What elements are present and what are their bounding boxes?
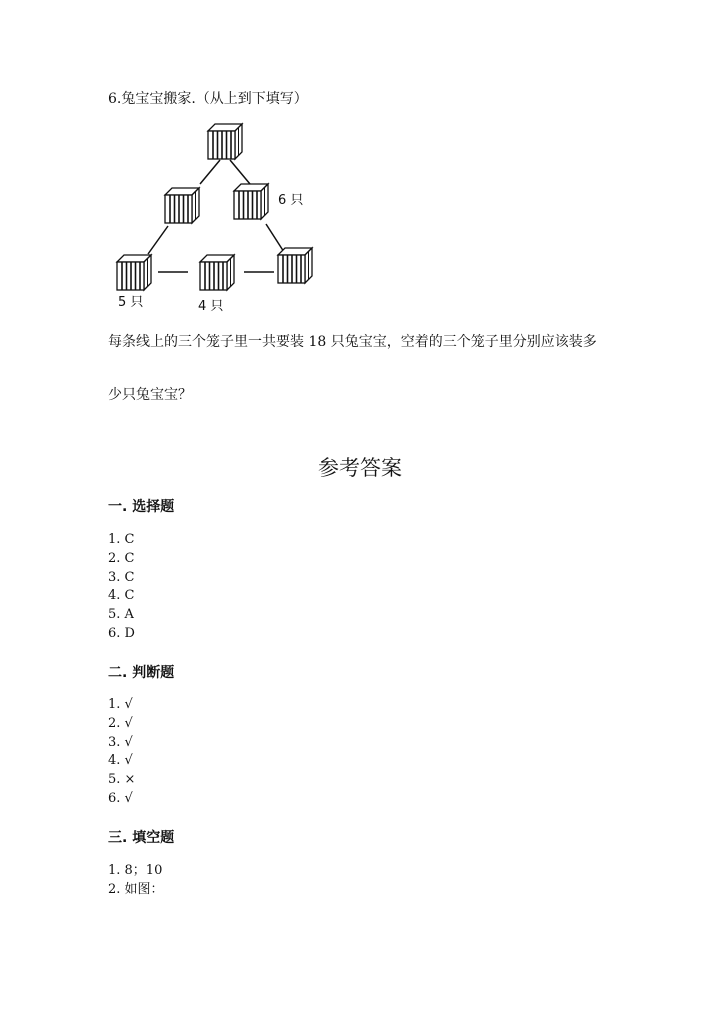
list-item: 3. C bbox=[108, 569, 135, 585]
list-item: 6. √ bbox=[108, 790, 133, 806]
list-item: 1. √ bbox=[108, 697, 133, 712]
list-item: 2. C bbox=[108, 550, 135, 566]
label-five: 5 只 bbox=[118, 295, 144, 310]
answer-heading: 参考答案 bbox=[318, 456, 402, 480]
choice-answer-list bbox=[108, 531, 135, 644]
label-four: 4 只 bbox=[198, 299, 224, 314]
cage-top bbox=[208, 124, 242, 159]
cage-bottom-middle bbox=[200, 255, 234, 290]
list-item: 3. √ bbox=[108, 734, 133, 750]
list-item: 1. 8；10 bbox=[108, 863, 163, 878]
link-left-bottom bbox=[148, 226, 168, 254]
question-text-line-2: 少只兔宝宝？ bbox=[108, 387, 192, 403]
section-title-choice: 一. 选择题 bbox=[108, 499, 175, 515]
label-six: 6 只 bbox=[278, 193, 304, 208]
cage-bottom-left bbox=[117, 255, 151, 290]
list-item: 2. 如图： bbox=[108, 881, 164, 897]
cage-middle-right bbox=[234, 184, 268, 219]
list-item: 1. C bbox=[108, 532, 135, 547]
cage-triangle-figure bbox=[108, 118, 328, 318]
link-right-bottom bbox=[266, 224, 284, 252]
cage-bottom-right bbox=[278, 248, 312, 283]
list-item: 6. D bbox=[108, 625, 135, 641]
list-item: 5. A bbox=[108, 607, 134, 623]
cage-diagram bbox=[108, 118, 328, 318]
question-text-line-1: 每条线上的三个笼子里一共要装 18 只兔宝宝，空着的三个笼子里分别应该装多 bbox=[108, 334, 597, 350]
section-title-fill: 三. 填空题 bbox=[108, 830, 175, 846]
link-top-right bbox=[230, 160, 250, 184]
section-title-judge: 二. 判断题 bbox=[108, 665, 175, 681]
list-item: 4. C bbox=[108, 588, 135, 604]
fill-answer-list bbox=[108, 862, 164, 900]
list-item: 2. √ bbox=[108, 715, 133, 731]
link-top-left bbox=[200, 160, 220, 184]
list-item: 5. × bbox=[108, 772, 136, 788]
question-title: 6.兔宝宝搬家.（从上到下填写） bbox=[108, 91, 308, 107]
judge-answer-list bbox=[108, 696, 135, 809]
cage-middle-left bbox=[165, 188, 199, 223]
list-item: 4. √ bbox=[108, 753, 133, 769]
